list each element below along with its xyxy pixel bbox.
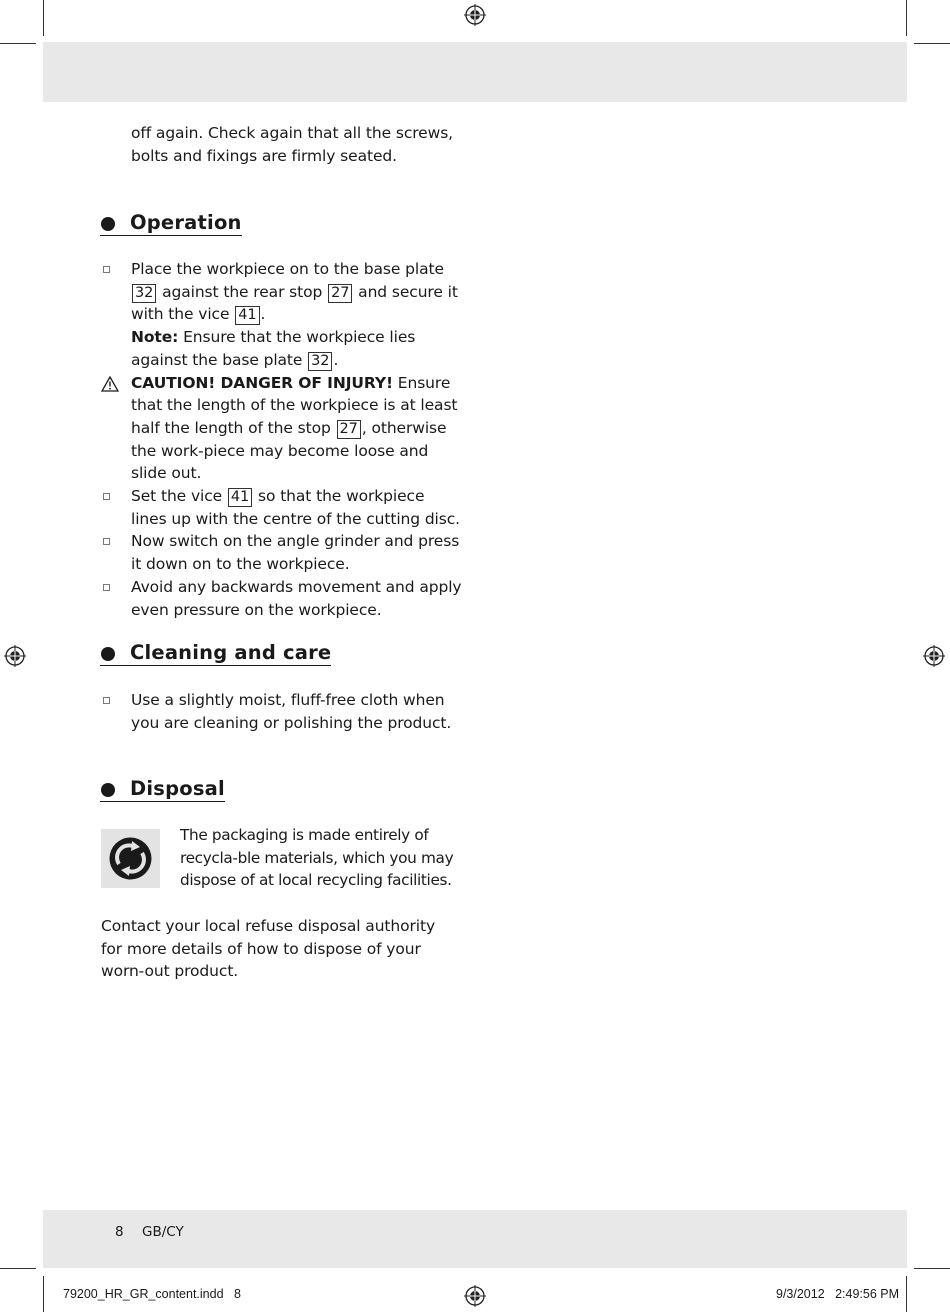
part-ref: 27 — [337, 420, 361, 439]
crop-mark — [43, 1276, 44, 1312]
cleaning-heading — [101, 641, 331, 666]
green-dot-recycle-icon — [101, 829, 160, 888]
list-item: Use a slightly moist, fluff-free cloth when you are cleaning or polishing the product. — [101, 689, 463, 734]
crop-mark — [0, 1268, 36, 1269]
cleaning-list — [101, 689, 463, 734]
checkbox-marker-icon — [103, 538, 110, 545]
slug-timestamp: 9/3/2012 2:49:56 PM — [776, 1287, 900, 1301]
page-number: 8 — [115, 1224, 124, 1240]
list-item: Place the workpiece on to the base plate 32 against the rear stop 27 and secure it with the vice 41 . Note: Ensure that the workpiece lies against the base plate 32 . — [101, 258, 463, 372]
section-title: Disposal — [100, 777, 225, 802]
checkbox-marker-icon — [103, 493, 110, 500]
recycle-logo — [101, 829, 160, 888]
checkbox-marker-icon — [103, 584, 110, 591]
checkbox-marker-icon — [103, 266, 110, 273]
part-ref: 32 — [308, 352, 332, 371]
operation-heading — [101, 211, 242, 236]
registration-mark-icon — [923, 645, 945, 667]
note-label: Note: — [131, 328, 179, 347]
part-ref: 27 — [328, 284, 352, 303]
crop-mark — [914, 1268, 950, 1269]
part-ref: 32 — [132, 284, 156, 303]
header-band — [43, 42, 907, 102]
list-item: Now switch on the angle grinder and press it down on to the workpiece. — [101, 530, 463, 575]
registration-mark-icon — [464, 4, 486, 26]
disposal-heading — [101, 777, 225, 802]
registration-mark-icon — [4, 645, 26, 667]
crop-mark — [914, 43, 950, 44]
crop-mark — [906, 1276, 907, 1312]
checkbox-marker-icon — [103, 697, 110, 704]
list-item: Set the vice 41 so that the workpiece lines up with the centre of the cutting disc. — [101, 485, 463, 530]
language-code: GB/CY — [142, 1224, 184, 1240]
slug-file: 79200_HR_GR_content.indd 8 — [63, 1287, 241, 1301]
registration-mark-icon — [464, 1285, 486, 1307]
packaging-text: The packaging is made entirely of recycla-ble materials, which you may dispose of at local recycling facilities. — [180, 826, 454, 890]
section-title: Operation — [100, 211, 242, 236]
crop-mark — [43, 0, 44, 36]
part-ref: 41 — [228, 488, 252, 507]
crop-mark — [906, 0, 907, 36]
caution-item: CAUTION! DANGER OF INJURY! Ensure that the length of the workpiece is at least half the length of the stop 27 , otherwise the work-piece may become loose and slide out. — [101, 372, 463, 486]
continuation-text — [101, 122, 463, 167]
continuation-line: off again. Check again that all the screws, — [131, 124, 453, 142]
crop-mark — [0, 43, 36, 44]
list-item: Avoid any backwards movement and apply even pressure on the workpiece. — [101, 576, 463, 621]
warning-triangle-icon — [101, 376, 119, 392]
part-ref: 41 — [235, 306, 259, 325]
operation-list — [101, 258, 463, 621]
contact-text: Contact your local refuse disposal authority for more details of how to dispose of your worn-out product. — [101, 917, 436, 981]
continuation-line: bolts and fixings are firmly seated. — [131, 146, 397, 165]
section-title: Cleaning and care — [100, 641, 331, 666]
caution-label: CAUTION! DANGER OF INJURY! — [131, 373, 393, 392]
